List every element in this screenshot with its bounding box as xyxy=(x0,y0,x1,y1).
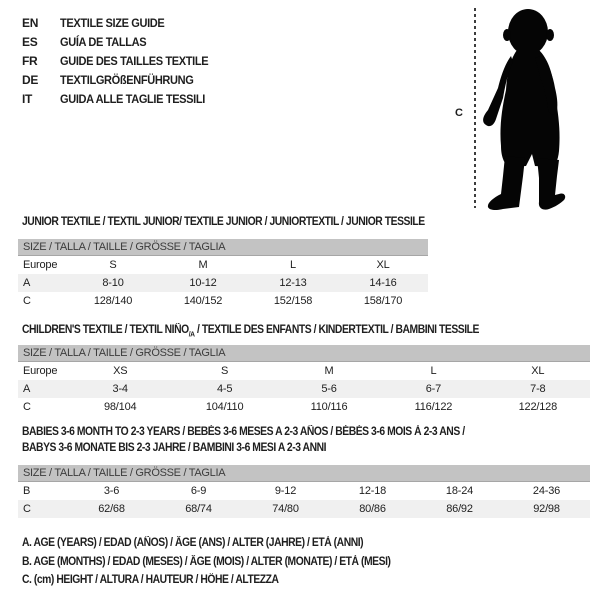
measure-legend xyxy=(22,534,431,590)
table-cell: XL xyxy=(376,259,390,271)
table-cell: 98/104 xyxy=(103,401,137,413)
lang-title-de: TEXTILGRÖßENFÜHRUNG xyxy=(60,72,194,87)
height-measure-label: C xyxy=(455,107,463,119)
table-cell: 3-4 xyxy=(112,383,128,395)
table-cell: 104/110 xyxy=(205,401,244,413)
legend-line-b: B. AGE (MONTHS) / EDAD (MESES) / ÂGE (MOIS) / ALTER (MONATE) / ETÀ (MESI) xyxy=(22,555,391,568)
lang-row-de xyxy=(22,70,221,89)
lang-code-de: DE xyxy=(22,72,39,87)
lang-title-fr: GUIDE DES TAILLES TEXTILE xyxy=(60,53,209,68)
lang-row-it xyxy=(22,89,221,108)
babies-section-title xyxy=(22,424,465,456)
children-title-sub: /A xyxy=(188,329,195,339)
table-cell: L xyxy=(430,365,437,377)
lang-row-es xyxy=(22,32,221,51)
toddler-silhouette-icon xyxy=(481,6,585,210)
table-cell: 140/152 xyxy=(183,295,223,307)
table-cell: XS xyxy=(113,365,128,377)
row-label: Europe xyxy=(23,259,58,271)
table-cell: 128/140 xyxy=(93,295,133,307)
lang-code-en: EN xyxy=(22,15,39,30)
table-cell: 10-12 xyxy=(189,277,217,289)
table-cell: 18-24 xyxy=(445,485,474,497)
table-cell: 62/68 xyxy=(98,503,125,515)
table-cell: 92/98 xyxy=(533,503,560,515)
table-cell: 4-5 xyxy=(216,383,233,395)
table-row xyxy=(18,482,590,500)
language-title-list xyxy=(22,13,221,108)
table-cell: 14-16 xyxy=(369,277,397,289)
lang-row-en xyxy=(22,13,221,32)
lang-title-it: GUIDA ALLE TAGLIE TESSILI xyxy=(60,91,205,106)
table-cell: 24-36 xyxy=(532,485,561,497)
table-cell: S xyxy=(109,259,117,271)
table-row xyxy=(18,380,590,398)
table-cell: 8-10 xyxy=(102,277,124,289)
babies-title-line1: BABIES 3-6 MONTH TO 2-3 YEARS / BEBÉS 3-6 MESES A 2-3 AÑOS / BÉBÉS 3-6 MOIS À 2-3 ANS / xyxy=(22,426,465,438)
table-cell: 5-6 xyxy=(321,383,337,395)
row-label: C xyxy=(23,401,31,413)
table-cell: 152/158 xyxy=(273,295,313,307)
lang-code-es: ES xyxy=(22,34,38,49)
row-label: Europe xyxy=(23,365,58,377)
table-row xyxy=(18,256,428,274)
table-row xyxy=(18,500,590,518)
lang-code-fr: FR xyxy=(22,53,38,68)
table-cell: 110/116 xyxy=(310,401,348,413)
children-title-pre: CHILDREN'S TEXTILE / TEXTIL NIÑO xyxy=(22,324,189,336)
table-cell: 116/122 xyxy=(414,401,453,413)
table-cell: 12-13 xyxy=(279,277,307,289)
table-row xyxy=(18,274,428,292)
table-row xyxy=(18,398,590,416)
table-cell: 3-6 xyxy=(103,485,120,497)
row-label: C xyxy=(23,295,31,307)
legend-line-c: C. (cm) HEIGHT / ALTURA / HAUTEUR / HÖHE / ALTEZZA xyxy=(22,574,279,586)
children-title-post: / TEXTILE DES ENFANTS / KINDERTEXTIL / BAMBINI TESSILE xyxy=(194,324,480,336)
junior-size-header-bar: SIZE / TALLA / TAILLE / GRÖSSE / TAGLIA xyxy=(18,239,428,256)
table-cell: 6-9 xyxy=(190,485,207,497)
table-cell: XL xyxy=(531,365,545,377)
table-cell: 80/86 xyxy=(359,503,386,515)
table-cell: 68/74 xyxy=(185,503,212,515)
babies-title-line2: BABYS 3-6 MONATE BIS 2-3 JAHRE / BAMBINI 3-6 MESI A 2-3 ANNI xyxy=(22,442,327,454)
children-size-table xyxy=(18,345,590,416)
babies-size-table xyxy=(18,465,590,518)
junior-section-title: JUNIOR TEXTILE / TEXTIL JUNIOR/ TEXTILE JUNIOR / JUNIORTEXTIL / JUNIOR TESSILE xyxy=(22,216,425,228)
height-measure-dashed-line xyxy=(474,8,476,208)
row-label: A xyxy=(23,277,31,289)
table-cell: 6-7 xyxy=(425,383,442,395)
row-label: C xyxy=(23,503,31,515)
table-row xyxy=(18,292,428,310)
table-cell: 9-12 xyxy=(274,485,297,497)
row-label: A xyxy=(23,383,31,395)
children-size-header-bar: SIZE / TALLA / TAILLE / GRÖSSE / TAGLIA xyxy=(18,345,590,362)
table-cell: 7-8 xyxy=(530,383,546,395)
table-row xyxy=(18,362,590,380)
table-cell: L xyxy=(290,259,296,271)
table-cell: 86/92 xyxy=(446,503,473,515)
lang-title-en: TEXTILE SIZE GUIDE xyxy=(60,15,165,30)
lang-code-it: IT xyxy=(22,91,33,106)
babies-size-header-bar: SIZE / TALLA / TAILLE / GRÖSSE / TAGLIA xyxy=(18,465,590,482)
table-cell: 12-18 xyxy=(358,485,387,497)
table-cell: 122/128 xyxy=(518,401,558,413)
children-section-title xyxy=(22,322,479,342)
legend-line-a: A. AGE (YEARS) / EDAD (AÑOS) / ÂGE (ANS) / ALTER (JAHRE) / ETÀ (ANNI) xyxy=(22,537,364,549)
table-cell: S xyxy=(221,365,229,377)
table-cell: 158/170 xyxy=(363,295,403,307)
table-cell: 74/80 xyxy=(272,503,299,515)
row-label: B xyxy=(23,485,31,497)
table-cell: M xyxy=(324,365,334,377)
junior-size-table xyxy=(18,239,428,310)
lang-row-fr xyxy=(22,51,221,70)
lang-title-es: GUÍA DE TALLAS xyxy=(60,34,147,49)
table-cell: M xyxy=(198,259,208,271)
